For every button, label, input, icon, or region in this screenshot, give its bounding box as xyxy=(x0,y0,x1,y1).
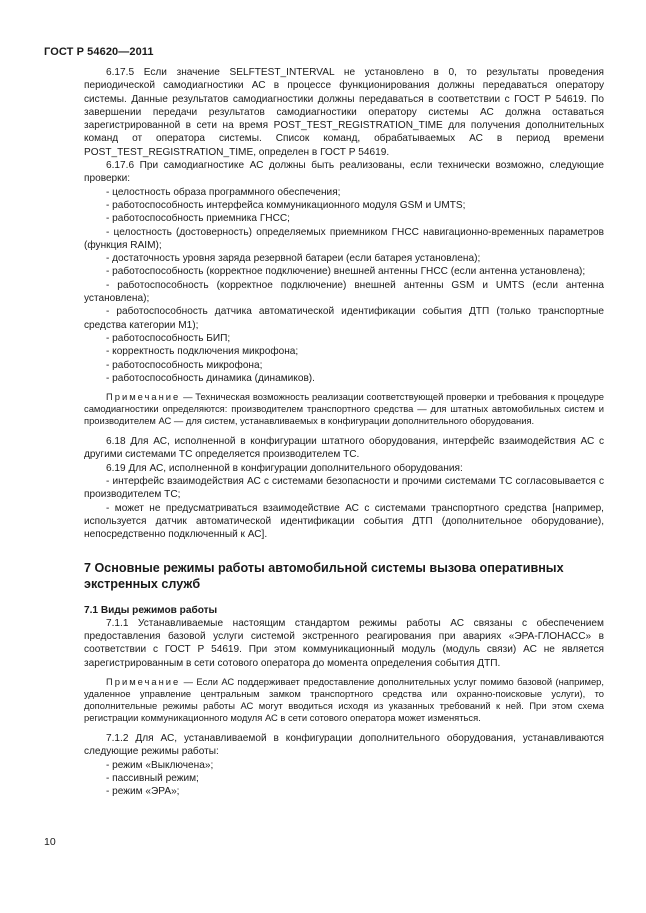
mode-item: - пассивный режим; xyxy=(106,772,199,784)
note-text: — Техническая возможность реализации соответствующей проверки и требования к процедуре самодиагностики определяются: производителем транспортного средства — для штатных автомобильных систем и производителем АС — для систем, устанавливаемых в конфигурации дополнительного оборудования. xyxy=(84,391,604,427)
check-item: - работоспособность интерфейса коммуникационного модуля GSM и UMTS; xyxy=(106,199,466,211)
check-item: - работоспособность (корректное подключение) внешней антенны ГНСС (если антенна установлена); xyxy=(106,266,586,278)
note-text: — Если АС поддерживает предоставление дополнительных услуг помимо базовой (например, удаленное управление центральным замком транспортного средства или охранно-поисковые услуги), то дополнительные режимы работы АС могут вводиться исходя из указанных требований к ней. При этом схема регистрации коммуникационного модуля АС в сети сотового оператора может изменяться. xyxy=(84,675,604,723)
check-item: - корректность подключения микрофона; xyxy=(106,346,299,358)
paragraph-6-19-a: - интерфейс взаимодействия АС с системами безопасности и прочими системами ТС согласовывается с производителем ТС; xyxy=(84,476,604,501)
section-7-heading: 7 Основные режимы работы автомобильной системы вызова оперативных экстренных служб xyxy=(84,560,564,591)
paragraph-6-18: 6.18 Для АС, исполненной в конфигурации штатного оборудования, интерфейс взаимодействия АС с другими системами ТС определяется производителем ТС. xyxy=(84,436,604,461)
check-item: - работоспособность динамика (динамиков). xyxy=(106,372,315,384)
paragraph-7-1-1: 7.1.1 Устанавливаемые настоящим стандартом режимы работы АС связаны с обеспечением предоставления базовой услуги системой экстренного реагирования при авариях «ЭРА-ГЛОНАСС» в соответствии с ГОСТ Р 54619. При этом коммуникационный модуль (модуль связи) АС не является зарегистрированным в сети сотового оператора до момента определения события ДТП. xyxy=(84,617,604,669)
paragraph-6-17-5: 6.17.5 Если значение SELFTEST_INTERVAL не установлено в 0, то результаты проведения периодической самодиагностики АС в процессе функционирования должны передаваться оператору системы. Данные результатов самодиагностики должны передаваться в соответствии с ГОСТ Р 54619. По завершении передачи результатов самодиагностики оператору системы АС должна оставаться зарегистрированной в сети на время POST_TEST_REGISTRATION_TIME для получения дополнительных команд от оператора системы. Список команд, обрабатываемых АС в период времени POST_TEST_REGISTRATION_TIME, определен в ГОСТ Р 54619. xyxy=(84,67,604,158)
page-number: 10 xyxy=(44,836,56,848)
check-item: - работоспособность БИП; xyxy=(106,332,231,344)
page-content xyxy=(84,66,604,798)
document-header: ГОСТ Р 54620—2011 xyxy=(44,46,154,58)
note-1 xyxy=(84,391,604,427)
paragraph-7-1-2: 7.1.2 Для АС, устанавливаемой в конфигурации дополнительного оборудования, устанавливаются следующие режимы работы: xyxy=(84,732,604,758)
check-item: - целостность (достоверность) определяемых приемником ГНСС навигационно-временных параметров (функция RAIM); xyxy=(84,226,604,251)
subsection-7-1-heading: 7.1 Виды режимов работы xyxy=(84,604,218,616)
check-item: - достаточность уровня заряда резервной батареи (если батарея установлена); xyxy=(106,253,481,265)
check-item: - работоспособность (корректное подключение) внешней антенны GSM и UMTS (если антенна установлена); xyxy=(84,279,604,305)
check-item: - работоспособность приемника ГНСС; xyxy=(106,213,290,225)
check-item: - целостность образа программного обеспечения; xyxy=(106,186,341,198)
check-item: - работоспособность микрофона; xyxy=(106,359,263,371)
note-label: Примечание xyxy=(106,391,181,403)
mode-item: - режим «Выключена»; xyxy=(106,759,214,771)
paragraph-6-19-b: - может не предусматриваться взаимодействие АС с системами транспортного средства [например, используется датчик автоматической идентификации события ДТП (дополнительное оборудование), непосредственно подключенный к АС]. xyxy=(84,502,604,541)
paragraph-6-17-6: 6.17.6 При самодиагностике АС должны быть реализованы, если технически возможно, следующие проверки: xyxy=(84,160,604,185)
mode-item: - режим «ЭРА»; xyxy=(106,786,180,798)
paragraph-6-19: 6.19 Для АС, исполненной в конфигурации дополнительного оборудования: xyxy=(106,462,463,474)
note-label: Примечание xyxy=(106,675,181,687)
note-2 xyxy=(84,676,604,724)
check-item: - работоспособность датчика автоматической идентификации события ДТП (только транспортные средства категории М1); xyxy=(84,306,604,331)
